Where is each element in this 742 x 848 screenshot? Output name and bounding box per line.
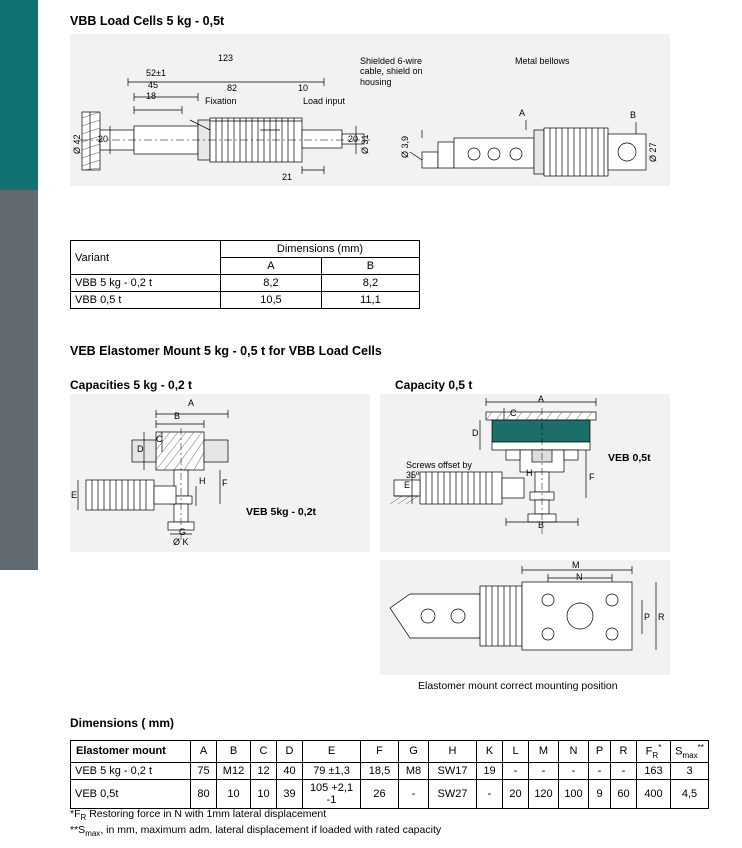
footnote-fr-sub: R [80,813,87,823]
cell-FR: 163 [637,762,671,779]
dim-H-fig3: H [526,468,533,478]
subtitle-capacities-left: Capacities 5 kg - 0,2 t [70,378,193,392]
cell-C: 12 [251,762,277,779]
dim-B-fig1: B [630,110,637,120]
footnote-fr-prefix: *F [70,808,81,820]
dim-21: 21 [282,172,293,182]
dim-20-right: 20 [348,134,359,144]
cell-M: 120 [529,779,559,808]
dimensions-heading: Dimensions ( mm) [70,716,175,730]
label-cable: Shielded 6-wire cable, shield on housing [360,56,423,87]
cell-R: 60 [611,779,637,808]
th-E: E [303,741,361,763]
dim-B-fig2: B [174,411,181,421]
label-metal-bellows: Metal bellows [515,56,570,66]
cell-variant: VBB 0,5 t [71,292,221,309]
label-screws-offset: Screws offset by 35º [406,460,472,481]
dim-D-fig3: D [472,428,479,438]
dim-10: 10 [298,83,309,93]
dim-N-fig4: N [576,572,583,582]
footnote-smax-sub: max [85,829,101,839]
dim-F-fig3: F [589,472,595,482]
cell-F: 26 [361,779,399,808]
footnote-fr-text: Restoring force in N with 1mm lateral displacement [86,808,327,820]
cell-b: 8,2 [321,275,419,292]
cell-F: 18,5 [361,762,399,779]
th-H: H [429,741,477,763]
cell-E: 79 ±1,3 [303,762,361,779]
figure-veb-05t [380,394,670,552]
table-row [71,275,420,292]
cell-L: - [503,762,529,779]
th-FR-sub: R [652,750,659,760]
th-elastomer-mount: Elastomer mount [71,741,191,763]
cell-G: M8 [399,762,429,779]
cell-G: - [399,779,429,808]
th-R: R [611,741,637,763]
cell-K: - [477,779,503,808]
dim-dia42: Ø 42 [72,134,82,154]
th-K: K [477,741,503,763]
figure-mounting-position [380,560,670,675]
dim-45: 45 [148,80,159,90]
dim-diaK-fig2: Ø K [173,537,189,547]
dim-E-fig2: E [71,490,78,500]
footnote-fr [70,808,326,822]
cell-P: 9 [589,779,611,808]
cell-A: 80 [191,779,217,808]
th-G: G [399,741,429,763]
dim-M-fig4: M [572,560,580,570]
dim-D-fig2: D [137,444,144,454]
th-dimensions: Dimensions (mm) [221,241,420,258]
cell-B: 10 [217,779,251,808]
th-FR [637,741,671,763]
footnote-smax-prefix: **S [70,824,86,836]
dim-R-fig4: R [658,612,665,622]
variant-dimensions-table [70,240,420,309]
th-L: L [503,741,529,763]
cell-D: 40 [277,762,303,779]
th-C: C [251,741,277,763]
cell-C: 10 [251,779,277,808]
dim-A-fig1: A [519,108,526,118]
cell-M: - [529,762,559,779]
th-P: P [589,741,611,763]
cell-R: - [611,762,637,779]
cell-D: 39 [277,779,303,808]
dim-G-fig2: G [179,527,187,537]
cell-E: 105 +2,1 -1 [303,779,361,808]
cell-name: VEB 5 kg - 0,2 t [71,762,191,779]
dim-A-fig3: A [538,394,545,404]
cell-B: M12 [217,762,251,779]
cell-A: 75 [191,762,217,779]
dim-dia27: Ø 27 [648,142,658,162]
table-row [71,292,420,309]
cell-name: VEB 0,5t [71,779,191,808]
dim-E-fig3: E [404,480,411,490]
dim-18: 18 [146,91,157,101]
cell-a: 10,5 [221,292,322,309]
th-S-base: S [675,745,683,758]
cell-FR: 400 [637,779,671,808]
th-M: M [529,741,559,763]
th-A: A [191,741,217,763]
th-col-b: B [321,258,419,275]
footnote-smax [70,824,441,838]
table-row [71,762,709,779]
caption-mounting-position: Elastomer mount correct mounting position [418,680,618,692]
th-S-sup: ** [697,743,704,752]
th-Smax [671,741,709,763]
cell-Smax: 4,5 [671,779,709,808]
cell-variant: VBB 5 kg - 0,2 t [71,275,221,292]
cell-Smax: 3 [671,762,709,779]
elastomer-dimensions-table [70,740,709,809]
th-col-a: A [221,258,322,275]
dim-20-left: 20 [98,134,109,144]
th-S-sub: max [682,750,698,760]
cell-a: 8,2 [221,275,322,292]
cell-b: 11,1 [321,292,419,309]
dim-P-fig4: P [644,612,651,622]
label-fixation: Fixation [205,96,237,106]
dim-123: 123 [218,53,234,63]
cell-N: 100 [559,779,589,808]
th-N: N [559,741,589,763]
dim-C-fig3: C [510,408,517,418]
dim-A-fig2: A [188,398,195,408]
th-variant: Variant [71,241,221,275]
page-title: VBB Load Cells 5 kg - 0,5t [70,14,225,28]
dim-F-fig2: F [222,478,228,488]
grey-side-bar [0,190,38,570]
subtitle-capacity-right: Capacity 0,5 t [395,378,473,392]
dim-dia39: Ø 3,9 [400,135,410,158]
th-B: B [217,741,251,763]
dim-C-fig2: C [156,434,163,444]
dim-52: 52±1 [146,68,166,78]
cell-L: 20 [503,779,529,808]
dim-B-fig3: B [538,520,545,530]
th-FR-sup: * [658,743,662,752]
dim-H-fig2: H [199,476,206,486]
th-D: D [277,741,303,763]
caption-veb-5kg: VEB 5kg - 0,2t [246,506,317,518]
caption-veb-05t: VEB 0,5t [608,452,651,464]
cell-H: SW17 [429,762,477,779]
table-row [71,779,709,808]
th-F: F [361,741,399,763]
footnote-smax-text: , in mm, maximum adm. lateral displacement if loaded with rated capacity [100,824,442,836]
cell-P: - [589,762,611,779]
cell-K: 19 [477,762,503,779]
figure-vbb-load-cell [70,34,670,186]
teal-side-bar [0,0,38,190]
section-title-veb: VEB Elastomer Mount 5 kg - 0,5 t for VBB Load Cells [70,344,382,358]
cell-N: - [559,762,589,779]
label-load-input: Load input [303,96,346,106]
figure-veb-5kg [70,394,370,552]
th-FR-base: F [645,745,653,758]
dim-dia31: Ø 31 [360,134,370,154]
cell-H: SW27 [429,779,477,808]
dim-82: 82 [227,83,238,93]
